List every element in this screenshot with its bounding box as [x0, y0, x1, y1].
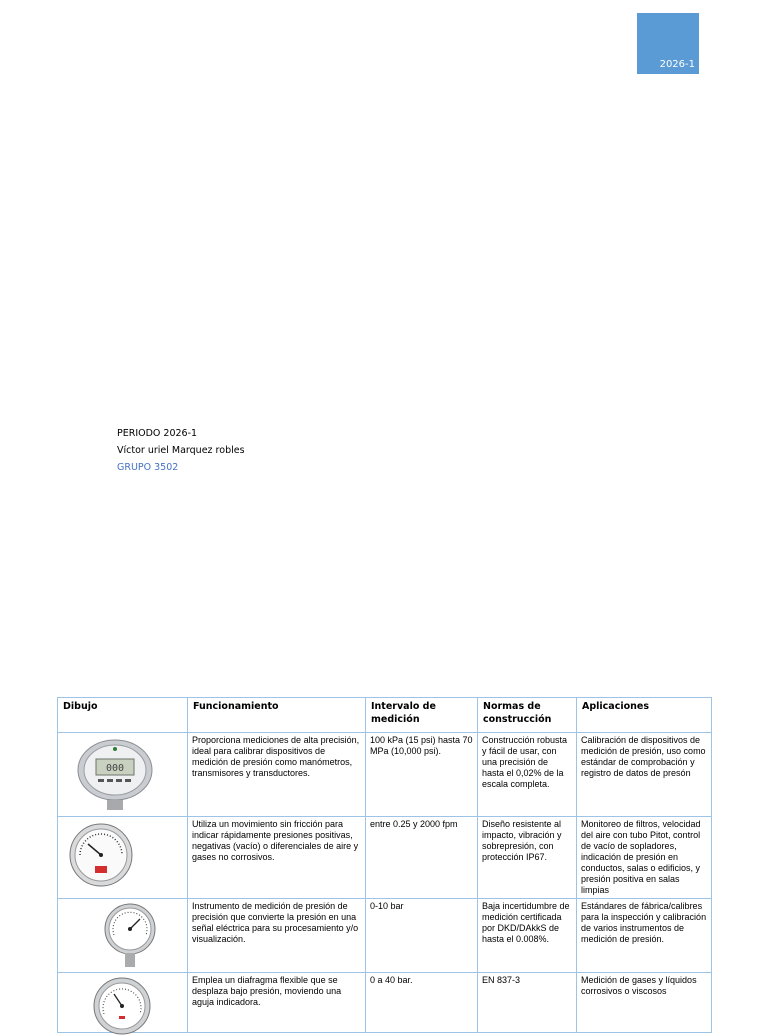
- header-aplicaciones: Aplicaciones: [577, 698, 712, 733]
- bourdon-gauge-image: [58, 899, 188, 973]
- row2-normas: Diseño resistente al impacto, vibración y sobrepresión, con protección IP67.: [478, 817, 577, 899]
- row1-normas: Construcción robusta y fácil de usar, con una precisión de hasta el 0,02% de la escala completa.: [478, 733, 577, 817]
- badge-text: 2026-1: [659, 59, 695, 70]
- row2-funcionamiento: Utiliza un movimiento sin fricción para indicar rápidamente presiones positivas, negativas (vacío) o diferenciales de aire y gases no corrosivos.: [188, 817, 366, 899]
- table-row: [58, 733, 712, 817]
- header-intervalo: Intervalo de medición: [366, 698, 478, 733]
- row3-intervalo: 0-10 bar: [366, 899, 478, 973]
- row4-aplicaciones: Medición de gases y líquidos corrosivos o viscosos: [577, 973, 712, 1033]
- digital-gauge-image: [58, 733, 188, 817]
- author-name: Víctor uriel Marquez robles: [117, 445, 245, 456]
- svg-text:000: 000: [105, 763, 125, 774]
- row3-aplicaciones: Estándares de fábrica/calibres para la inspección y calibración de varios instrumentos de medición de presión.: [577, 899, 712, 973]
- row1-aplicaciones: Calibración de dispositivos de medición de presión, uso como estándar de comprobación y registro de datos de presón: [577, 733, 712, 817]
- row4-funcionamiento: Emplea un diafragma flexible que se desplaza bajo presión, moviendo una aguja indicadora.: [188, 973, 366, 1033]
- row1-funcionamiento: Proporciona mediciones de alta precisión, ideal para calibrar dispositivos de medición de presión como manómetros, transmisores y transductores.: [188, 733, 366, 817]
- row4-normas: EN 837-3: [478, 973, 577, 1033]
- row4-intervalo: 0 a 40 bar.: [366, 973, 478, 1033]
- row3-funcionamiento: Instrumento de medición de presión de precisión que convierte la presión en una señal eléctrica para su procesamiento y/o visualización.: [188, 899, 366, 973]
- period-badge: [637, 13, 699, 74]
- document-info: [117, 427, 245, 478]
- header-dibujo: Dibujo: [58, 698, 188, 733]
- row2-intervalo: entre 0.25 y 2000 fpm: [366, 817, 478, 899]
- instruments-table: [57, 697, 712, 1033]
- table-header-row: [58, 698, 712, 733]
- header-funcionamiento: Funcionamiento: [188, 698, 366, 733]
- table-row: [58, 817, 712, 899]
- row3-normas: Baja incertidumbre de medición certificada por DKD/DAkkS de hasta el 0.008%.: [478, 899, 577, 973]
- period-label: PERIODO 2026-1: [117, 428, 198, 439]
- header-normas: Normas de construcción: [478, 698, 577, 733]
- table-row: [58, 899, 712, 973]
- differential-gauge-image: [58, 817, 188, 899]
- group-label: GRUPO 3502: [117, 462, 179, 473]
- row2-aplicaciones: Monitoreo de filtros, velocidad del aire con tubo Pitot, control de vacío de sopladores, indicación de presión en conductos, salas o edificios, y presión positiva en salas limpias: [577, 817, 712, 899]
- row1-intervalo: 100 kPa (15 psi) hasta 70 MPa (10,000 psi).: [366, 733, 478, 817]
